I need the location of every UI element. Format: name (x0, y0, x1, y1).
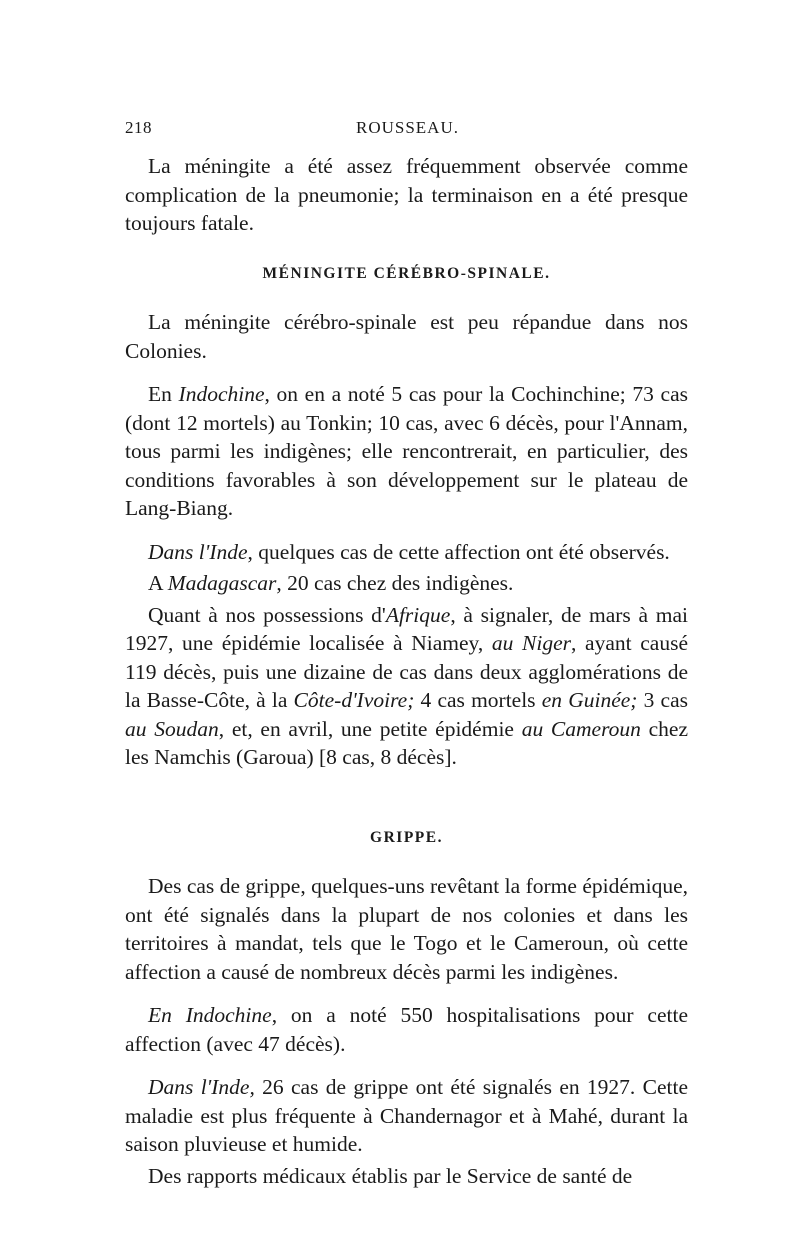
page-number: 218 (125, 118, 152, 137)
place-cameroun: au Cameroun (521, 716, 641, 741)
paragraph-meningite-pneumonie: La méningite a été assez fréquemment observée comme complication de la pneumonie; la terminaison en a été presque toujours fatale. (125, 154, 688, 235)
place-guinee: en Guinée; (541, 688, 638, 712)
heading-grippe: GRIPPE. (370, 828, 443, 846)
place-niger: au Niger (491, 631, 572, 655)
paragraph-grippe-inde: Dans l'Inde, 26 cas de grippe ont été signalés en 1927. Cette maladie est plus fréquente à Chandernagor et à Mahé, durant la saison pluvieuse et humide. (125, 1075, 688, 1156)
place-indochine-grippe: En Indochine (148, 1003, 272, 1027)
place-cote-ivoire: Côte-d'Ivoire; (293, 688, 415, 712)
paragraph-grippe-generale: Des cas de grippe, quelques-uns revêtant la forme épidémique, ont été signalés dans la plupart de nos colonies et dans les territoires à mandat, tels que le Togo et le Cameroun, où cette affection a causé de nombreux décès parmi les indigènes. (125, 874, 688, 984)
paragraph-afrique: Quant à nos possessions d'Afrique, à signaler, de mars à mai 1927, une épidémie localisée à Niamey, au Niger, ayant causé 119 décès, puis une dizaine de cas dans deux agglomérations de la Basse-Côte, à la Côte-d'Ivoire; 4 cas mortels en Guinée; 3 cas au Soudan, et, en avril, une petite épidémie au Cameroun chez les Namchis (Garoua) [8 cas, 8 décès]. (125, 602, 688, 769)
paragraph-repartition: La méningite cérébro-spinale est peu répandue dans nos Colonies. (125, 310, 688, 363)
running-title: ROUSSEAU. (356, 118, 459, 137)
place-soudan: au Soudan (125, 716, 219, 741)
place-inde: Dans l'Inde (148, 539, 248, 564)
paragraph-grippe-indochine: En Indochine, on a noté 550 hospitalisations pour cette affection (avec 47 décès). (125, 1003, 688, 1056)
paragraph-inde: Dans l'Inde, quelques cas de cette affection ont été observés. (148, 539, 670, 564)
place-inde-grippe: Dans l'Inde, (148, 1075, 255, 1099)
paragraph-madagascar: A Madagascar, 20 cas chez des indigènes. (148, 571, 514, 595)
heading-meningite-cerebro-spinale: MÉNINGITE CÉRÉBRO-SPINALE. (262, 264, 551, 282)
paragraph-indochine: En Indochine, on en a noté 5 cas pour la Cochinchine; 73 cas (dont 12 mortels) au Tonkin; 10 cas, avec 6 décès, pour l'Annam, tous parmi les indigènes; elle rencontrerait, en particulier, des conditions favorables à son développement sur le plateau de Lang-Biang. (125, 382, 688, 520)
place-afrique: Afrique (385, 602, 451, 627)
place-indochine: Indochine (178, 382, 265, 406)
paragraph-rapports-medicaux: Des rapports médicaux établis par le Service de santé de (148, 1163, 633, 1188)
page-body (125, 152, 688, 1205)
place-madagascar: Madagascar (167, 571, 277, 595)
